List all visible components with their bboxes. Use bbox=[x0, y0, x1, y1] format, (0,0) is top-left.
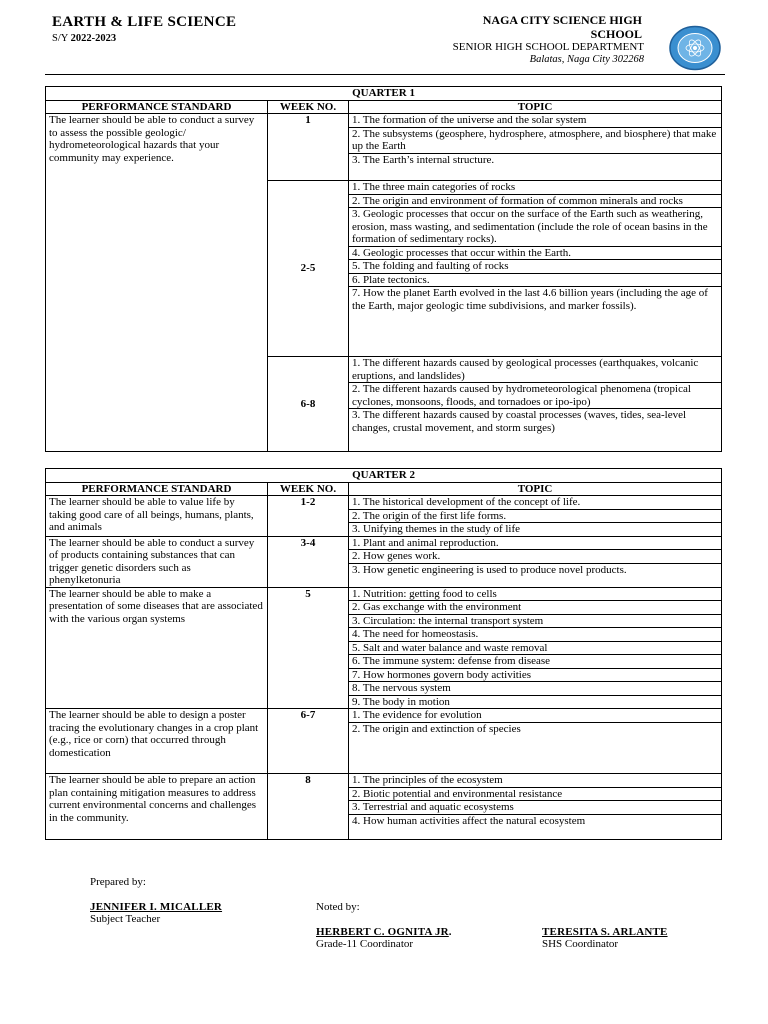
q1-topics-week-6-8 bbox=[349, 357, 722, 452]
topic-list bbox=[349, 709, 721, 735]
topic-item: 5. The folding and faulting of rocks bbox=[349, 260, 721, 274]
topic-item: 6. The immune system: defense from disease bbox=[349, 655, 721, 669]
col-topic: TOPIC bbox=[349, 482, 722, 496]
topic-item: 2. How genes work. bbox=[349, 550, 721, 564]
teacher-role: Subject Teacher bbox=[90, 913, 161, 925]
topic-list bbox=[349, 537, 721, 577]
q2-row bbox=[46, 709, 722, 774]
prepared-by-label: Prepared by: bbox=[90, 876, 146, 888]
topic-item: 3. Terrestrial and aquatic ecosystems bbox=[349, 801, 721, 815]
q2-week-no: 1-2 bbox=[268, 496, 349, 537]
department: SENIOR HIGH SCHOOL DEPARTMENT bbox=[452, 41, 644, 53]
topic-item: 2. Gas exchange with the environment bbox=[349, 601, 721, 615]
q2-row bbox=[46, 496, 722, 537]
topic-item: 3. How genetic engineering is used to produce novel products. bbox=[352, 563, 627, 576]
topic-item: 1. The evidence for evolution bbox=[349, 709, 721, 722]
q2-week-no: 8 bbox=[268, 774, 349, 840]
q2-topics bbox=[349, 536, 722, 587]
topic-item: 1. The historical development of the concept of life. bbox=[349, 496, 721, 509]
topic-list bbox=[349, 496, 721, 536]
subject-title: EARTH & LIFE SCIENCE bbox=[52, 14, 237, 30]
teacher-signature bbox=[90, 901, 222, 925]
topic-list bbox=[349, 181, 721, 312]
quarter1-title: QUARTER 1 bbox=[46, 87, 722, 101]
q1-week-1: 1 bbox=[268, 114, 349, 181]
school-name bbox=[422, 13, 642, 41]
col-week-no: WEEK NO. bbox=[268, 482, 349, 496]
coordinator2-name: TERESITA S. ARLANTE bbox=[542, 926, 668, 938]
topic-item: 3. Geologic processes that occur on the surface of the Earth such as weathering, erosion, mass wasting, and sedimentation (include the role of ocean basins in the formation of sedimentary rocks). bbox=[349, 208, 721, 247]
quarter2-title: QUARTER 2 bbox=[46, 469, 722, 483]
topic-list bbox=[349, 114, 721, 166]
school-address: Balatas, Naga City 302268 bbox=[529, 54, 644, 65]
topic-list bbox=[349, 588, 721, 709]
q2-row bbox=[46, 774, 722, 840]
topic-item: 2. The origin and environment of formation of common minerals and rocks bbox=[349, 194, 721, 208]
topic-item: 1. Nutrition: getting food to cells bbox=[349, 588, 721, 601]
q2-row bbox=[46, 536, 722, 587]
topic-item: 4. How human activities affect the natural ecosystem bbox=[352, 814, 586, 827]
topic-item: 1. The principles of the ecosystem bbox=[349, 774, 721, 787]
q2-topics bbox=[349, 496, 722, 537]
q1-topics-week-2-5 bbox=[349, 181, 722, 357]
topic-item: 3. The different hazards caused by coastal processes (waves, tides, sea-level changes, crustal movement, and storm surges) bbox=[352, 409, 687, 434]
topic-item: 2. The origin of the first life forms. bbox=[349, 509, 721, 523]
q2-performance-standard: The learner should be able to make a presentation of some diseases that are associated with the various organ systems bbox=[46, 587, 268, 709]
q1-topics-week-1 bbox=[349, 114, 722, 181]
topic-item: 1. The three main categories of rocks bbox=[349, 181, 721, 194]
quarter2-table bbox=[45, 468, 722, 840]
topic-item: 3. Circulation: the internal transport system bbox=[349, 614, 721, 628]
topic-item: 8. The nervous system bbox=[349, 682, 721, 696]
teacher-name: JENNIFER I. MICALLER bbox=[90, 901, 223, 913]
topic-list bbox=[349, 774, 721, 827]
topic-item: 2. The different hazards caused by hydrometeorological phenomena (tropical cyclones, monsoons, floods, and tornadoes or ipo-ipo) bbox=[349, 383, 721, 409]
q2-performance-standard: The learner should be able to design a poster tracing the evolutionary changes in a crop plant (e.g., rice or corn) that occurred through domestication bbox=[46, 709, 268, 774]
grade11-coordinator-signature bbox=[316, 926, 452, 950]
quarter1-table bbox=[45, 86, 722, 452]
q1-week-2-5: 2-5 bbox=[268, 181, 349, 357]
coordinator1-role: Grade-11 Coordinator bbox=[316, 938, 414, 950]
q2-performance-standard: The learner should be able to prepare an action plan containing mitigation measures to address current environmental concerns and challenges in the community. bbox=[46, 774, 268, 840]
q2-row bbox=[46, 587, 722, 709]
q2-topics bbox=[349, 774, 722, 840]
school-year: S/Y 2022-2023 bbox=[52, 33, 117, 44]
q1-week-6-8: 6-8 bbox=[268, 357, 349, 452]
shs-coordinator-signature bbox=[542, 926, 668, 950]
q2-week-no: 3-4 bbox=[268, 536, 349, 587]
q2-topics bbox=[349, 709, 722, 774]
topic-item: 3. The Earth’s internal structure. bbox=[352, 153, 495, 166]
q2-week-no: 5 bbox=[268, 587, 349, 709]
topic-item: 5. Salt and water balance and waste removal bbox=[349, 641, 721, 655]
topic-item: 1. The formation of the universe and the solar system bbox=[349, 114, 721, 127]
school-year-value: 2022-2023 bbox=[70, 33, 117, 44]
q2-performance-standard: The learner should be able to conduct a survey of products containing substances that can trigger genetic disorders such as phenylketonuria bbox=[46, 536, 268, 587]
coordinator2-role: SHS Coordinator bbox=[542, 938, 619, 950]
col-week-no: WEEK NO. bbox=[268, 100, 349, 114]
topic-item: 7. How hormones govern body activities bbox=[349, 668, 721, 682]
noted-by-label: Noted by: bbox=[316, 901, 360, 913]
school-name-line2: SCHOOL bbox=[590, 27, 642, 41]
topic-item: 7. How the planet Earth evolved in the last 4.6 billion years (including the age of the Earth, major geologic time subdivisions, and marker fossils). bbox=[352, 287, 708, 312]
coordinator1-name: HERBERT C. OGNITA JR. bbox=[316, 926, 452, 938]
school-seal-logo bbox=[668, 25, 722, 71]
col-performance-standard: PERFORMANCE STANDARD bbox=[46, 482, 268, 496]
topic-item: 1. The different hazards caused by geological processes (earthquakes, volcanic eruptions, and landslides) bbox=[349, 357, 721, 383]
topic-item: 2. The subsystems (geosphere, hydrosphere, atmosphere, and biosphere) that make up the Earth bbox=[349, 127, 721, 153]
topic-item: 4. The need for homeostasis. bbox=[349, 628, 721, 642]
header-divider bbox=[45, 74, 725, 75]
topic-item: 3. Unifying themes in the study of life bbox=[352, 523, 521, 535]
topic-item: 2. Biotic potential and environmental resistance bbox=[349, 787, 721, 801]
q2-performance-standard: The learner should be able to value life by taking good care of all beings, humans, plants, and animals bbox=[46, 496, 268, 537]
topic-item: 6. Plate tectonics. bbox=[349, 273, 721, 287]
q1-performance-standard: The learner should be able to conduct a survey to assess the possible geologic/ hydrometeorological hazards that your community may experience. bbox=[46, 114, 268, 452]
school-name-line1: NAGA CITY SCIENCE HIGH bbox=[482, 13, 642, 27]
topic-item: 2. The origin and extinction of species bbox=[352, 722, 521, 735]
col-performance-standard: PERFORMANCE STANDARD bbox=[46, 100, 268, 114]
col-topic: TOPIC bbox=[349, 100, 722, 114]
topic-item: 1. Plant and animal reproduction. bbox=[349, 537, 721, 550]
q2-topics bbox=[349, 587, 722, 709]
topic-item: 4. Geologic processes that occur within the Earth. bbox=[349, 246, 721, 260]
topic-list bbox=[349, 357, 721, 434]
topic-item: 9. The body in motion bbox=[352, 695, 450, 708]
q2-week-no: 6-7 bbox=[268, 709, 349, 774]
